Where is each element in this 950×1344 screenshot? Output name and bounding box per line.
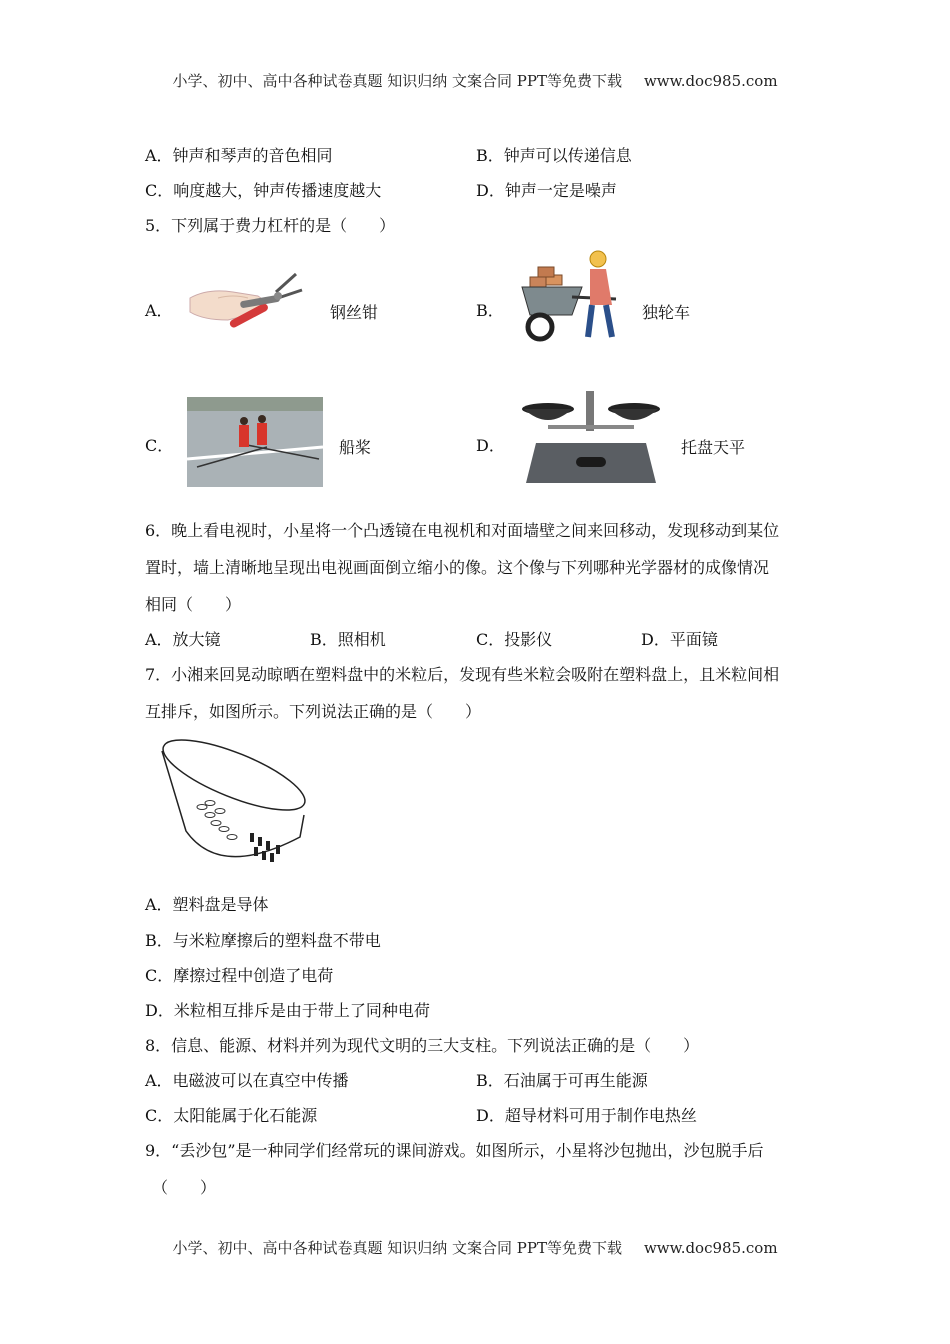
q5-caption-a: 钢丝钳	[330, 303, 379, 322]
q7-option-c: C．摩擦过程中创造了电荷	[145, 966, 334, 985]
q7-option-a: A．塑料盘是导体	[145, 895, 269, 914]
q5-option-c-label: C．	[145, 436, 174, 455]
q6-line-1: 6．晚上看电视时，小星将一个凸透镜在电视机和对面墙壁之间来回移动，发现移动到某位	[145, 521, 780, 540]
footer-text: 小学、初中、高中各种试卷真题 知识归纳 文案合同 PPT等免费下载	[172, 1239, 622, 1257]
q6-line-3: 相同（ ）	[145, 595, 242, 614]
q6-option-a: A．放大镜	[145, 630, 221, 649]
wheelbarrow-image	[516, 247, 628, 347]
q5-stem: 5．下列属于费力杠杆的是（ ）	[145, 216, 396, 235]
q6-option-c: C．投影仪	[476, 630, 553, 649]
q9-line-1: 9．“丢沙包”是一种同学们经常玩的课间游戏。如图所示，小星将沙包抛出，沙包脱手后	[145, 1141, 764, 1160]
q6-line-2: 置时，墙上清晰地呈现出电视画面倒立缩小的像。这个像与下列哪种光学器材的成像情况	[145, 558, 770, 577]
q5-caption-c: 船桨	[339, 438, 372, 457]
q7-option-b: B．与米粒摩擦后的塑料盘不带电	[145, 931, 381, 950]
balance-scale-image	[518, 387, 664, 487]
q4-option-b: B．钟声可以传递信息	[476, 146, 632, 165]
page-header	[0, 70, 950, 91]
pliers-image	[188, 268, 310, 340]
q7-option-d: D．米粒相互排斥是由于带上了同种电荷	[145, 1001, 430, 1020]
footer-site: www.doc985.com	[643, 1239, 778, 1257]
q5-option-d-label: D．	[476, 436, 505, 455]
header-site: www.doc985.com	[643, 72, 778, 90]
page-footer	[0, 1237, 950, 1258]
q8-stem: 8．信息、能源、材料并列为现代文明的三大支柱。下列说法正确的是（ ）	[145, 1036, 700, 1055]
q6-option-b: B．照相机	[310, 630, 386, 649]
q5-caption-b: 独轮车	[642, 303, 691, 322]
q5-caption-d: 托盘天平	[681, 438, 746, 457]
q4-option-a: A．钟声和琴声的音色相同	[145, 146, 333, 165]
q8-option-d: D．超导材料可用于制作电热丝	[476, 1106, 697, 1125]
q7-line-2: 互排斥，如图所示。下列说法正确的是（ ）	[145, 702, 482, 721]
rice-plate-image	[150, 733, 310, 881]
q9-line-2: （ ）	[152, 1178, 217, 1197]
q5-option-a-label: A．	[145, 301, 173, 320]
rowing-image	[187, 397, 323, 487]
q7-line-1: 7．小湘来回晃动晾晒在塑料盘中的米粒后，发现有些米粒会吸附在塑料盘上，且米粒间相	[145, 665, 780, 684]
q8-option-a: A．电磁波可以在真空中传播	[145, 1071, 349, 1090]
q4-option-c: C．响度越大，钟声传播速度越大	[145, 181, 382, 200]
q8-option-c: C．太阳能属于化石能源	[145, 1106, 318, 1125]
header-text: 小学、初中、高中各种试卷真题 知识归纳 文案合同 PPT等免费下载	[172, 72, 622, 90]
q6-option-d: D．平面镜	[641, 630, 718, 649]
q4-option-d: D．钟声一定是噪声	[476, 181, 617, 200]
q8-option-b: B．石油属于可再生能源	[476, 1071, 648, 1090]
q5-option-b-label: B．	[476, 301, 504, 320]
